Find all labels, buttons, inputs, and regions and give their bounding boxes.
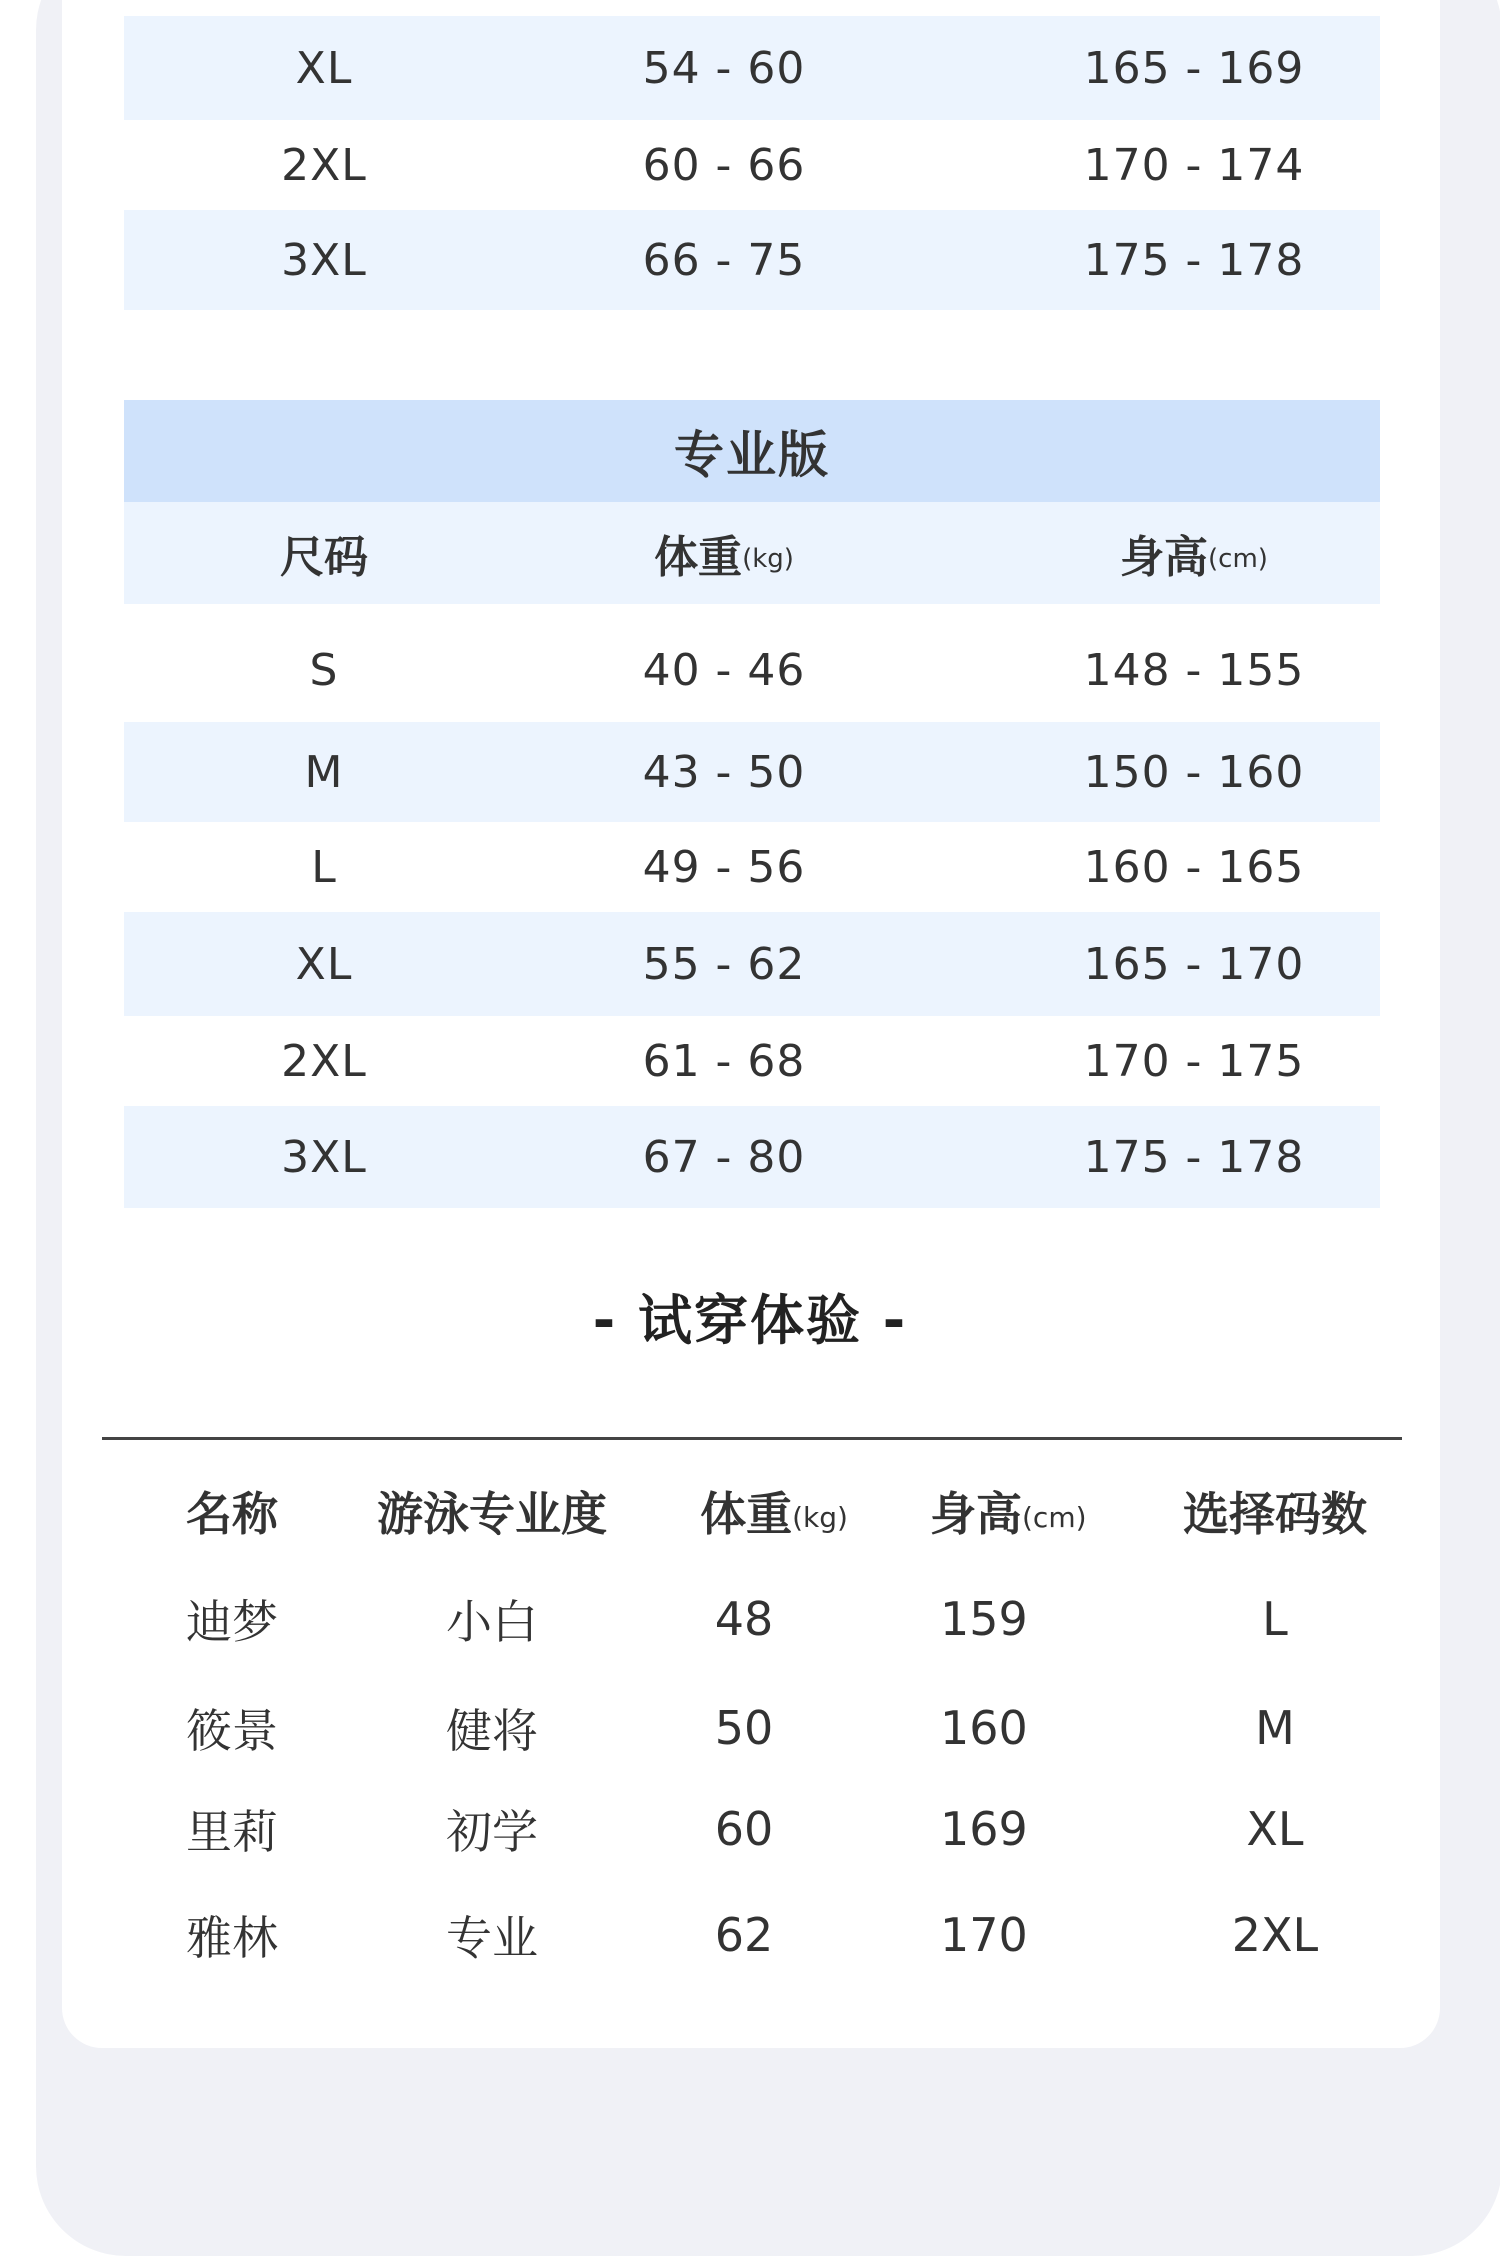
size-cell: 2XL [1231, 1908, 1319, 1962]
size-cell: XL [295, 938, 353, 990]
table-row [124, 1016, 1380, 1106]
table-row [124, 722, 1380, 822]
experience-heading: - 试穿体验 - [592, 1288, 908, 1352]
weight-cell: 62 [714, 1908, 774, 1962]
height-cell: 148 - 155 [1083, 644, 1305, 696]
height-cell: 160 [940, 1701, 1028, 1755]
height-unit: (cm) [1022, 1500, 1087, 1534]
weight-cell: 61 - 68 [642, 1035, 806, 1087]
weight-unit: (kg) [792, 1500, 848, 1534]
level-header: 游泳专业度 [377, 1487, 607, 1541]
size-header: 尺码 [280, 532, 368, 583]
height-cell: 169 [940, 1802, 1028, 1856]
table-row [124, 1106, 1380, 1208]
height-cell: 175 - 178 [1083, 1131, 1305, 1183]
list-item [0, 1574, 1500, 1664]
height-cell: 170 [940, 1908, 1028, 1962]
weight-unit: (kg) [742, 544, 794, 574]
weight-header: 体重 (kg) [700, 1487, 848, 1541]
experience-header [0, 1466, 1500, 1556]
weight-cell: 49 - 56 [642, 841, 806, 893]
size-cell: L [1262, 1592, 1288, 1646]
height-cell: 159 [940, 1592, 1028, 1646]
height-header: 身高 (cm) [1120, 532, 1268, 583]
name-cell: 里莉 [186, 1805, 278, 1859]
weight-cell: 50 [714, 1701, 774, 1755]
level-cell: 小白 [446, 1595, 538, 1649]
height-cell: 165 - 169 [1083, 42, 1305, 94]
height-cell: 160 - 165 [1083, 841, 1305, 893]
table-row [124, 618, 1380, 722]
weight-cell: 40 - 46 [642, 644, 806, 696]
height-header: 身高 (cm) [930, 1487, 1087, 1541]
name-cell: 迪梦 [186, 1595, 278, 1649]
size-cell: XL [295, 42, 353, 94]
pro-table-header [124, 502, 1380, 604]
size-cell: 2XL [281, 139, 367, 191]
height-cell: 170 - 174 [1083, 139, 1305, 191]
weight-cell: 66 - 75 [642, 234, 806, 286]
height-cell: 170 - 175 [1083, 1035, 1305, 1087]
weight-header: 体重 (kg) [654, 532, 794, 583]
height-unit: (cm) [1208, 544, 1268, 574]
pro-table-title: 专业版 [124, 400, 1380, 502]
table-row [124, 912, 1380, 1016]
level-cell: 专业 [446, 1911, 538, 1965]
size-cell: S [309, 644, 339, 696]
height-cell: 165 - 170 [1083, 938, 1305, 990]
size-cell: 2XL [281, 1035, 367, 1087]
divider [102, 1437, 1402, 1440]
name-cell: 雅林 [186, 1911, 278, 1965]
weight-cell: 48 [714, 1592, 774, 1646]
table-row [124, 16, 1380, 120]
size-cell: M [304, 746, 344, 798]
size-cell: 3XL [281, 234, 367, 286]
size-cell: 3XL [281, 1131, 367, 1183]
table-row [124, 120, 1380, 210]
size-cell: L [311, 841, 337, 893]
size-header: 选择码数 [1183, 1487, 1367, 1541]
list-item [0, 1890, 1500, 1980]
table-row [124, 822, 1380, 912]
weight-cell: 60 - 66 [642, 139, 806, 191]
level-cell: 初学 [446, 1805, 538, 1859]
weight-cell: 55 - 62 [642, 938, 806, 990]
weight-cell: 67 - 80 [642, 1131, 806, 1183]
name-header: 名称 [186, 1487, 278, 1541]
weight-cell: 60 [714, 1802, 774, 1856]
height-cell: 150 - 160 [1083, 746, 1305, 798]
table-row [124, 210, 1380, 310]
level-cell: 健将 [446, 1704, 538, 1758]
height-cell: 175 - 178 [1083, 234, 1305, 286]
list-item [0, 1784, 1500, 1874]
size-cell: XL [1246, 1802, 1304, 1856]
name-cell: 筱景 [186, 1704, 278, 1758]
weight-cell: 54 - 60 [642, 42, 806, 94]
weight-cell: 43 - 50 [642, 746, 806, 798]
size-cell: M [1255, 1701, 1295, 1755]
list-item [0, 1683, 1500, 1773]
